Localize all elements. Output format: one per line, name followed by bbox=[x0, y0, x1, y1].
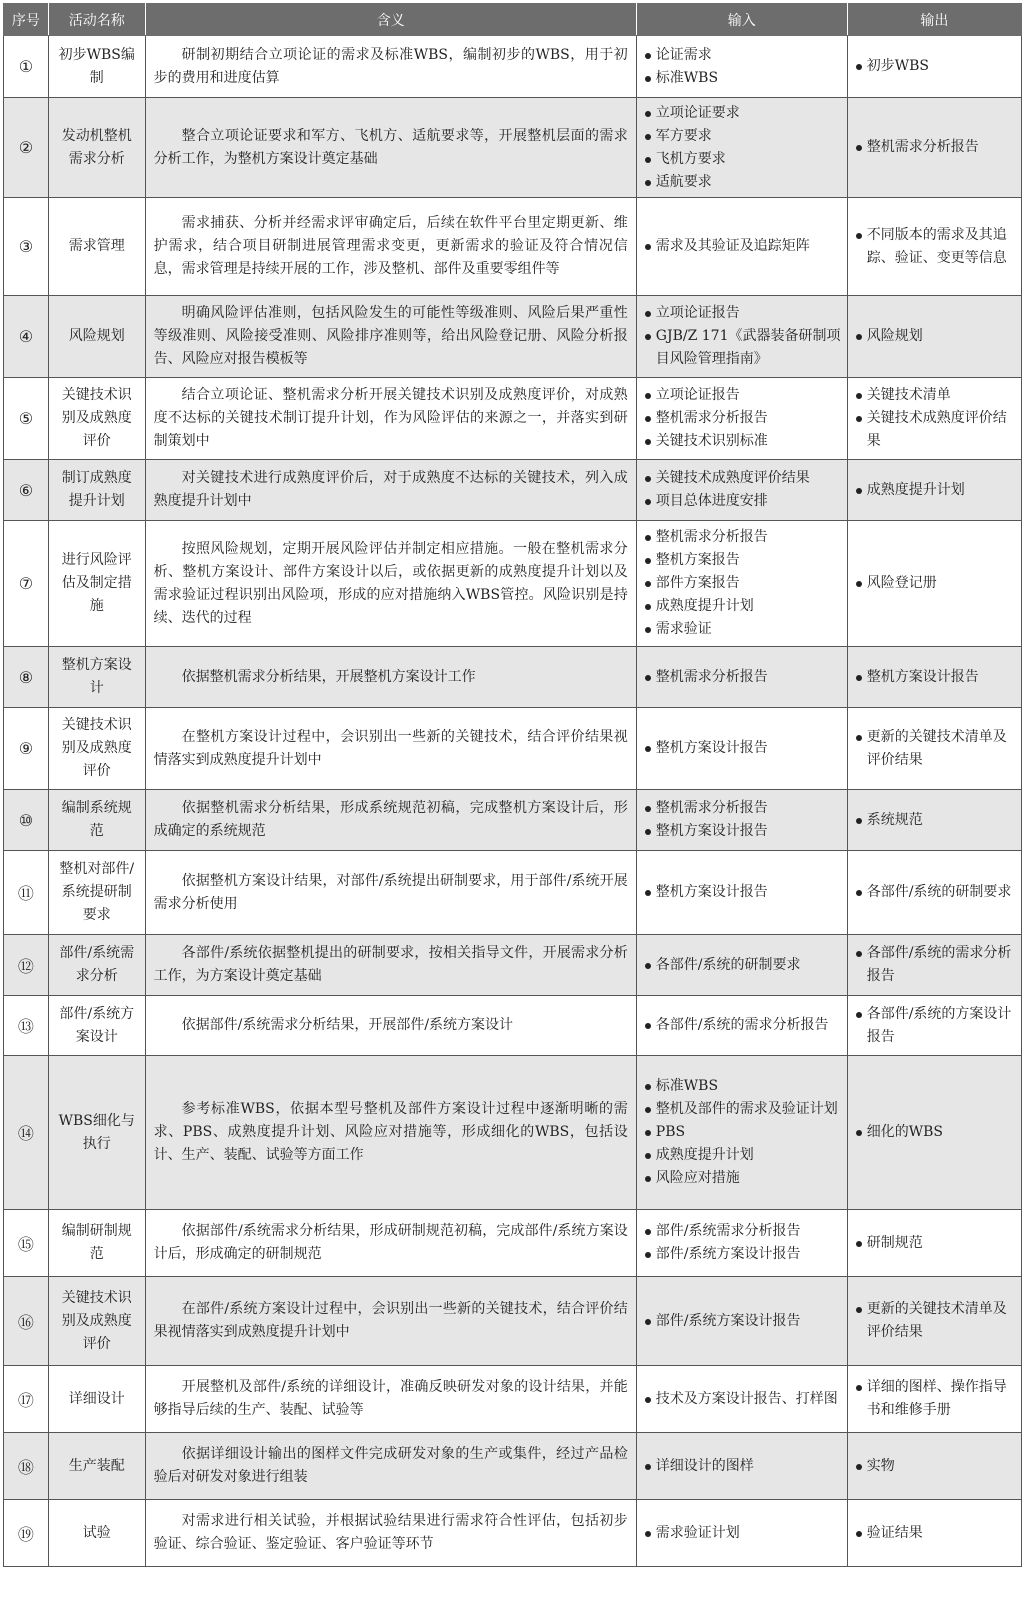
input-item: 整机需求分析报告 bbox=[643, 526, 841, 549]
activity-description: 依据详细设计输出的图样文件完成研发对象的生产或集件，经过产品检验后对研发对象进行组装 bbox=[145, 1433, 636, 1500]
activity-name: 编制系统规范 bbox=[48, 790, 145, 851]
row-number: ② bbox=[4, 98, 49, 198]
input-cell bbox=[636, 996, 847, 1056]
header-row bbox=[4, 4, 1022, 36]
input-item: 标准WBS bbox=[643, 67, 841, 90]
activity-description: 结合立项论证、整机需求分析开展关键技术识别及成熟度评价，对成熟度不达标的关键技术制订提升计划，作为风险评估的来源之一，并落实到研制策划中 bbox=[145, 378, 636, 460]
input-item: 整机方案设计报告 bbox=[643, 881, 841, 904]
table-row bbox=[4, 996, 1022, 1056]
header-output: 输出 bbox=[847, 4, 1021, 36]
activity-name: 编制研制规范 bbox=[48, 1210, 145, 1277]
input-cell bbox=[636, 1210, 847, 1277]
input-item-list bbox=[643, 102, 841, 194]
input-item-list bbox=[643, 1310, 841, 1333]
table-row bbox=[4, 1433, 1022, 1500]
input-cell bbox=[636, 647, 847, 708]
header-no: 序号 bbox=[4, 4, 49, 36]
output-item-list bbox=[854, 55, 1015, 78]
input-cell bbox=[636, 1277, 847, 1366]
row-number: ④ bbox=[4, 296, 49, 378]
input-cell bbox=[636, 708, 847, 790]
activity-description: 依据整机需求分析结果，形成系统规范初稿，完成整机方案设计后，形成确定的系统规范 bbox=[145, 790, 636, 851]
output-item: 详细的图样、操作指导书和维修手册 bbox=[854, 1376, 1015, 1422]
input-item: 整机需求分析报告 bbox=[643, 407, 841, 430]
input-item-list bbox=[643, 1455, 841, 1478]
input-item: 整机方案设计报告 bbox=[643, 820, 841, 843]
input-item: 需求验证 bbox=[643, 618, 841, 641]
input-item: 立项论证报告 bbox=[643, 302, 841, 325]
activity-description: 依据部件/系统需求分析结果，开展部件/系统方案设计 bbox=[145, 996, 636, 1056]
activity-description: 参考标准WBS，依据本型号整机及部件方案设计过程中逐渐明晰的需求、PBS、成熟度提升计划、风险应对措施等，形成细化的WBS，包括设计、生产、装配、试验等方面工作 bbox=[145, 1056, 636, 1210]
activity-description: 各部件/系统依据整机提出的研制要求，按相关指导文件，开展需求分析工作，为方案设计奠定基础 bbox=[145, 935, 636, 996]
output-item: 初步WBS bbox=[854, 55, 1015, 78]
row-number: ① bbox=[4, 36, 49, 98]
input-item: 部件/系统方案设计报告 bbox=[643, 1310, 841, 1333]
activity-description: 依据整机方案设计结果，对部件/系统提出研制要求，用于部件/系统开展需求分析使用 bbox=[145, 851, 636, 935]
input-item: 项目总体进度安排 bbox=[643, 490, 841, 513]
activity-name: WBS细化与执行 bbox=[48, 1056, 145, 1210]
output-item: 细化的WBS bbox=[854, 1121, 1015, 1144]
input-cell bbox=[636, 1500, 847, 1567]
row-number: ⑦ bbox=[4, 521, 49, 647]
input-item: 整机需求分析报告 bbox=[643, 666, 841, 689]
output-item-list bbox=[854, 1003, 1015, 1049]
input-item-list bbox=[643, 467, 841, 513]
input-item-list bbox=[643, 881, 841, 904]
output-cell bbox=[847, 378, 1021, 460]
output-item-list bbox=[854, 942, 1015, 988]
activity-description: 开展整机及部件/系统的详细设计，准确反映研发对象的设计结果，并能够指导后续的生产、装配、试验等 bbox=[145, 1366, 636, 1433]
output-item-list bbox=[854, 1298, 1015, 1344]
output-cell bbox=[847, 1277, 1021, 1366]
input-item: 适航要求 bbox=[643, 171, 841, 194]
input-item-list bbox=[643, 737, 841, 760]
activity-name: 部件/系统方案设计 bbox=[48, 996, 145, 1056]
row-number: ⑩ bbox=[4, 790, 49, 851]
input-item: 关键技术成熟度评价结果 bbox=[643, 467, 841, 490]
table-row bbox=[4, 1210, 1022, 1277]
row-number: ⑪ bbox=[4, 851, 49, 935]
input-cell bbox=[636, 98, 847, 198]
input-cell bbox=[636, 851, 847, 935]
input-item-list bbox=[643, 954, 841, 977]
output-item: 更新的关键技术清单及评价结果 bbox=[854, 1298, 1015, 1344]
input-cell bbox=[636, 198, 847, 296]
input-cell bbox=[636, 935, 847, 996]
input-cell bbox=[636, 1366, 847, 1433]
activity-name: 整机对部件/系统提研制要求 bbox=[48, 851, 145, 935]
activity-name: 发动机整机需求分析 bbox=[48, 98, 145, 198]
table-row bbox=[4, 1366, 1022, 1433]
table-row bbox=[4, 378, 1022, 460]
input-item: 各部件/系统的研制要求 bbox=[643, 954, 841, 977]
table-row bbox=[4, 790, 1022, 851]
activity-name: 需求管理 bbox=[48, 198, 145, 296]
input-item-list bbox=[643, 1220, 841, 1266]
table-row bbox=[4, 36, 1022, 98]
input-cell bbox=[636, 460, 847, 521]
output-item: 验证结果 bbox=[854, 1522, 1015, 1545]
input-item: PBS bbox=[643, 1121, 841, 1144]
table-row bbox=[4, 1056, 1022, 1210]
table-row bbox=[4, 1277, 1022, 1366]
row-number: ⑤ bbox=[4, 378, 49, 460]
input-item: 需求验证计划 bbox=[643, 1522, 841, 1545]
row-number: ⑬ bbox=[4, 996, 49, 1056]
input-item: 详细设计的图样 bbox=[643, 1455, 841, 1478]
input-item: 成熟度提升计划 bbox=[643, 1144, 841, 1167]
activity-name: 试验 bbox=[48, 1500, 145, 1567]
input-item-list bbox=[643, 302, 841, 371]
input-item: 技术及方案设计报告、打样图 bbox=[643, 1388, 841, 1411]
row-number: ⑰ bbox=[4, 1366, 49, 1433]
output-item-list bbox=[854, 1376, 1015, 1422]
table-body bbox=[4, 36, 1022, 1567]
output-item: 关键技术成熟度评价结果 bbox=[854, 407, 1015, 453]
input-item: 论证需求 bbox=[643, 44, 841, 67]
output-item: 风险登记册 bbox=[854, 572, 1015, 595]
row-number: ⑭ bbox=[4, 1056, 49, 1210]
input-item: 整机需求分析报告 bbox=[643, 797, 841, 820]
input-cell bbox=[636, 378, 847, 460]
input-cell bbox=[636, 296, 847, 378]
output-item: 实物 bbox=[854, 1455, 1015, 1478]
output-item: 成熟度提升计划 bbox=[854, 479, 1015, 502]
activity-description: 对关键技术进行成熟度评价后，对于成熟度不达标的关键技术，列入成熟度提升计划中 bbox=[145, 460, 636, 521]
row-number: ⑧ bbox=[4, 647, 49, 708]
output-cell bbox=[847, 521, 1021, 647]
output-cell bbox=[847, 198, 1021, 296]
input-item: 立项论证要求 bbox=[643, 102, 841, 125]
output-item: 更新的关键技术清单及评价结果 bbox=[854, 726, 1015, 772]
table-row bbox=[4, 460, 1022, 521]
row-number: ⑱ bbox=[4, 1433, 49, 1500]
activity-table bbox=[3, 3, 1022, 1567]
activity-name: 关键技术识别及成熟度评价 bbox=[48, 378, 145, 460]
table-row bbox=[4, 708, 1022, 790]
output-cell bbox=[847, 1433, 1021, 1500]
activity-description: 整合立项论证要求和军方、飞机方、适航要求等，开展整机层面的需求分析工作，为整机方案设计奠定基础 bbox=[145, 98, 636, 198]
table-row bbox=[4, 521, 1022, 647]
output-item-list bbox=[854, 1121, 1015, 1144]
input-item: 关键技术识别标准 bbox=[643, 430, 841, 453]
input-item-list bbox=[643, 526, 841, 641]
input-item-list bbox=[643, 1388, 841, 1411]
output-item-list bbox=[854, 881, 1015, 904]
header-name: 活动名称 bbox=[48, 4, 145, 36]
activity-name: 制订成熟度提升计划 bbox=[48, 460, 145, 521]
input-item: 标准WBS bbox=[643, 1075, 841, 1098]
input-item-list bbox=[643, 384, 841, 453]
input-item-list bbox=[643, 235, 841, 258]
output-item: 整机需求分析报告 bbox=[854, 136, 1015, 159]
input-item: 军方要求 bbox=[643, 125, 841, 148]
output-cell bbox=[847, 1500, 1021, 1567]
output-item-list bbox=[854, 666, 1015, 689]
output-item: 各部件/系统的研制要求 bbox=[854, 881, 1015, 904]
row-number: ③ bbox=[4, 198, 49, 296]
activity-description: 依据部件/系统需求分析结果，形成研制规范初稿，完成部件/系统方案设计后，形成确定的研制规范 bbox=[145, 1210, 636, 1277]
row-number: ⑥ bbox=[4, 460, 49, 521]
output-item: 不同版本的需求及其追踪、验证、变更等信息 bbox=[854, 224, 1015, 270]
activity-name: 部件/系统需求分析 bbox=[48, 935, 145, 996]
output-item-list bbox=[854, 726, 1015, 772]
table-row bbox=[4, 296, 1022, 378]
activity-description: 在部件/系统方案设计过程中，会识别出一些新的关键技术，结合评价结果视情落实到成熟度提升计划中 bbox=[145, 1277, 636, 1366]
output-item: 整机方案设计报告 bbox=[854, 666, 1015, 689]
row-number: ⑫ bbox=[4, 935, 49, 996]
activity-name: 关键技术识别及成熟度评价 bbox=[48, 1277, 145, 1366]
activity-description: 明确风险评估准则，包括风险发生的可能性等级准则、风险后果严重性等级准则、风险接受准则、风险排序准则等，给出风险登记册、风险分析报告、风险应对报告模板等 bbox=[145, 296, 636, 378]
output-item: 各部件/系统的方案设计报告 bbox=[854, 1003, 1015, 1049]
input-cell bbox=[636, 1433, 847, 1500]
activity-description: 对需求进行相关试验，并根据试验结果进行需求符合性评估，包括初步验证、综合验证、鉴定验证、客户验证等环节 bbox=[145, 1500, 636, 1567]
input-item: 部件/系统方案设计报告 bbox=[643, 1243, 841, 1266]
header-input: 输入 bbox=[636, 4, 847, 36]
output-item-list bbox=[854, 479, 1015, 502]
input-cell bbox=[636, 36, 847, 98]
activity-description: 研制初期结合立项论证的需求及标准WBS，编制初步的WBS，用于初步的费用和进度估算 bbox=[145, 36, 636, 98]
activity-name: 详细设计 bbox=[48, 1366, 145, 1433]
output-item: 研制规范 bbox=[854, 1232, 1015, 1255]
activity-name: 初步WBS编制 bbox=[48, 36, 145, 98]
input-item: 整机方案报告 bbox=[643, 549, 841, 572]
output-cell bbox=[847, 98, 1021, 198]
activity-name: 整机方案设计 bbox=[48, 647, 145, 708]
output-item: 风险规划 bbox=[854, 325, 1015, 348]
table-row bbox=[4, 935, 1022, 996]
output-cell bbox=[847, 36, 1021, 98]
input-item-list bbox=[643, 797, 841, 843]
table-row bbox=[4, 1500, 1022, 1567]
output-item-list bbox=[854, 1522, 1015, 1545]
row-number: ⑨ bbox=[4, 708, 49, 790]
row-number: ⑯ bbox=[4, 1277, 49, 1366]
row-number: ⑮ bbox=[4, 1210, 49, 1277]
output-item-list bbox=[854, 1232, 1015, 1255]
activity-name: 生产装配 bbox=[48, 1433, 145, 1500]
activity-description: 需求捕获、分析并经需求评审确定后，后续在软件平台里定期更新、维护需求，结合项目研制进展管理需求变更，更新需求的验证及符合情况信息，需求管理是持续开展的工作，涉及整机、部件及重要零组件等 bbox=[145, 198, 636, 296]
output-cell bbox=[847, 1366, 1021, 1433]
input-cell bbox=[636, 790, 847, 851]
table-row bbox=[4, 647, 1022, 708]
output-cell bbox=[847, 647, 1021, 708]
table-row bbox=[4, 198, 1022, 296]
input-item-list bbox=[643, 1014, 841, 1037]
input-item: 立项论证报告 bbox=[643, 384, 841, 407]
input-item-list bbox=[643, 44, 841, 90]
input-item: 整机方案设计报告 bbox=[643, 737, 841, 760]
input-item-list bbox=[643, 666, 841, 689]
output-cell bbox=[847, 296, 1021, 378]
output-item: 系统规范 bbox=[854, 809, 1015, 832]
output-cell bbox=[847, 460, 1021, 521]
input-item: 需求及其验证及追踪矩阵 bbox=[643, 235, 841, 258]
output-cell bbox=[847, 708, 1021, 790]
output-cell bbox=[847, 996, 1021, 1056]
input-item: 各部件/系统的需求分析报告 bbox=[643, 1014, 841, 1037]
output-cell bbox=[847, 1210, 1021, 1277]
output-cell bbox=[847, 1056, 1021, 1210]
input-item: 飞机方要求 bbox=[643, 148, 841, 171]
output-cell bbox=[847, 851, 1021, 935]
activity-name: 进行风险评估及制定措施 bbox=[48, 521, 145, 647]
input-item: 部件方案报告 bbox=[643, 572, 841, 595]
input-item-list bbox=[643, 1075, 841, 1190]
output-cell bbox=[847, 790, 1021, 851]
output-item-list bbox=[854, 325, 1015, 348]
activity-description: 依据整机需求分析结果，开展整机方案设计工作 bbox=[145, 647, 636, 708]
input-item: GJB/Z 171《武器装备研制项目风险管理指南》 bbox=[643, 325, 841, 371]
input-item: 整机及部件的需求及验证计划 bbox=[643, 1098, 841, 1121]
output-item: 各部件/系统的需求分析报告 bbox=[854, 942, 1015, 988]
activity-name: 关键技术识别及成熟度评价 bbox=[48, 708, 145, 790]
input-item-list bbox=[643, 1522, 841, 1545]
table-row bbox=[4, 851, 1022, 935]
output-item-list bbox=[854, 572, 1015, 595]
table-header bbox=[4, 4, 1022, 36]
activity-name: 风险规划 bbox=[48, 296, 145, 378]
activity-description: 按照风险规划，定期开展风险评估并制定相应措施。一般在整机需求分析、整机方案设计、部件方案设计以后，或依据更新的成熟度提升计划以及需求验证过程识别出风险项，形成的应对措施纳入WBS管控。风险识别是持续、迭代的过程 bbox=[145, 521, 636, 647]
table-row bbox=[4, 98, 1022, 198]
input-cell bbox=[636, 1056, 847, 1210]
row-number: ⑲ bbox=[4, 1500, 49, 1567]
input-cell bbox=[636, 521, 847, 647]
output-item-list bbox=[854, 1455, 1015, 1478]
input-item: 风险应对措施 bbox=[643, 1167, 841, 1190]
output-item-list bbox=[854, 384, 1015, 453]
input-item: 成熟度提升计划 bbox=[643, 595, 841, 618]
input-item: 部件/系统需求分析报告 bbox=[643, 1220, 841, 1243]
output-cell bbox=[847, 935, 1021, 996]
output-item-list bbox=[854, 809, 1015, 832]
output-item-list bbox=[854, 136, 1015, 159]
output-item-list bbox=[854, 224, 1015, 270]
header-desc: 含义 bbox=[145, 4, 636, 36]
output-item: 关键技术清单 bbox=[854, 384, 1015, 407]
activity-description: 在整机方案设计过程中，会识别出一些新的关键技术，结合评价结果视情落实到成熟度提升计划中 bbox=[145, 708, 636, 790]
